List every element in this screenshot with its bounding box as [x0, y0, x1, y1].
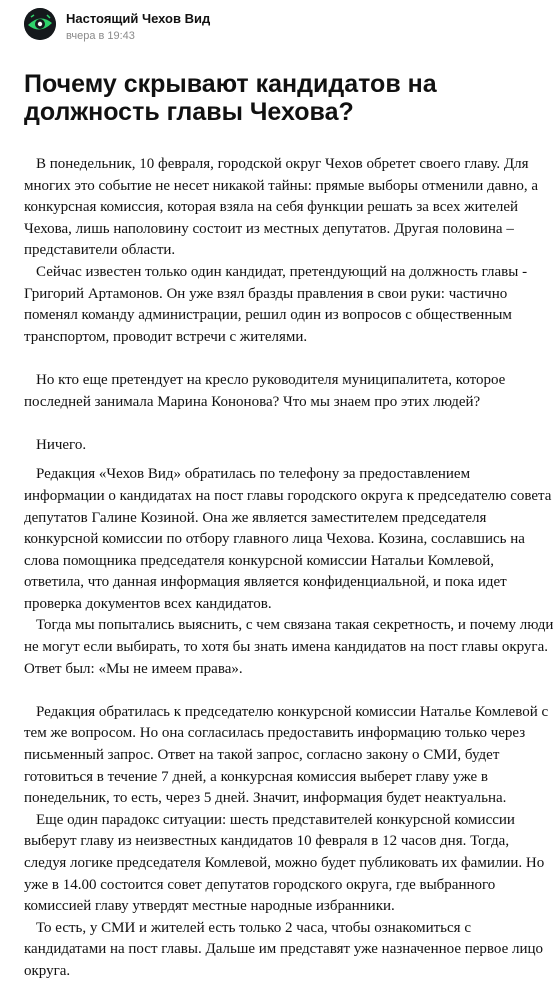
article-paragraph: В понедельник, 10 февраля, городской округ Чехов обретет своего главу. Для многих это событие не несет никакой тайны: прямые выборы отменили давно, а конкурсная комиссия, которая взяла на себя функции решать за всех жителей Чехова, лишь наполовину состоит из местных депутатов. Другая половина – представители области. [24, 156, 539, 259]
article-body [24, 154, 554, 983]
article-paragraph: Тогда мы попытались выяснить, с чем связана такая секретность, и почему люди не могут если выбирать, то хотя бы знать имена кандидатов на пост главы округа. Ответ был: «Мы не имеем права». [24, 617, 554, 677]
article-paragraph: То есть, у СМИ и жителей есть только 2 часа, чтобы ознакомиться с кандидатами на пост главы. Дальше им представят уже назначенное первое лицо округа. [24, 919, 544, 979]
article-paragraph: Но кто еще претендует на кресло руководителя муниципалитета, которое последней занимала Марина Кононова? Что мы знаем про этих людей? [24, 371, 506, 410]
channel-name[interactable]: Настоящий Чехов Вид [66, 11, 211, 26]
channel-avatar[interactable] [24, 8, 56, 40]
post-header [24, 8, 544, 48]
article-paragraph: Еще один парадокс ситуации: шесть представителей конкурсной комиссии выберут главу из неизвестных кандидатов 10 февраля в 12 часов дня. Тогда, следуя логике председателя Комлевой, можно будет публиковать их фамилии. Но уже в 14.00 состоится совет депутатов городского округа, где выбранного комиссией главу утвердят местные народные избранники. [24, 811, 545, 915]
post-timestamp[interactable]: вчера в 19:43 [66, 30, 135, 42]
article-paragraph: Редакция обратилась к председателю конкурсной комиссии Наталье Комлевой с тем же вопросом. Но она согласилась предоставить информацию только через письменный запрос. Ответ на такой запрос, согласно закону о СМИ, будет готовиться в течение 7 дней, а конкурсная комиссия выберет главу уже в понедельник, то есть, через 5 дней. Значит, информация будет неактуальна. [24, 703, 549, 807]
article-paragraph: Ничего. [36, 436, 87, 453]
article-title: Почему скрывают кандидатов на должность главы Чехова? [24, 70, 437, 126]
eye-logo-icon [24, 8, 56, 40]
article-paragraph: Сейчас известен только один кандидат, претендующий на должность главы - Григорий Артамонов. Он уже взял бразды правления в свои руки: частично поменял команду администрации, решил один из вопросов с общественным транспортом, проводит встречи с жителями. [24, 263, 528, 345]
article-paragraph: Редакция «Чехов Вид» обратилась по телефону за предоставлением информации о кандидатах на пост главы городского округа к председателю совета депутатов Галине Козиной. Она же является заместителем председателя конкурсной комиссии по отбору главного лица Чехова. Козина, сославшись на слова помощника председателя конкурсной комиссии Натальи Комлевой, ответила, что данная информация является конфиденциальной, и пока идет проверка документов всех кандидатов. [24, 466, 552, 612]
